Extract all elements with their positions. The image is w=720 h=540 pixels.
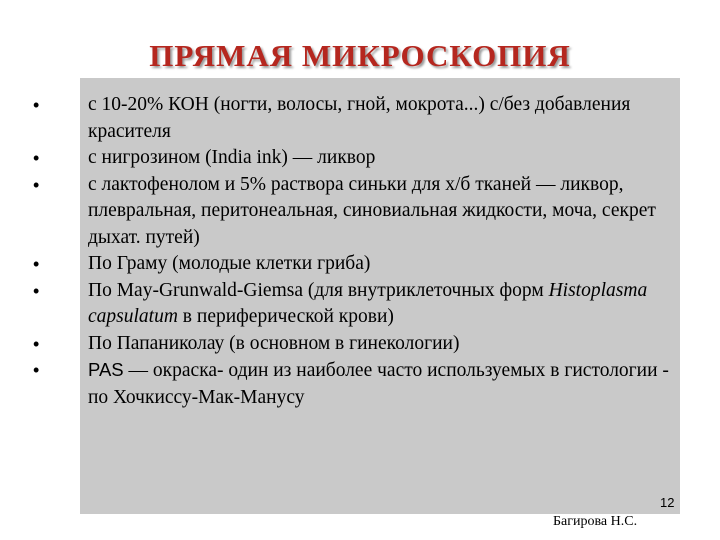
- bullet-icon: •: [33, 95, 40, 115]
- page-number: 12: [660, 495, 675, 510]
- list-item-text: с 10-20% КОН (ногти, волосы, гной, мокрота...) с/без добавления красителя: [88, 94, 631, 142]
- list-item-text-tail: в периферической крови): [177, 306, 394, 327]
- organism-name: Histoplasma capsulatum: [88, 279, 648, 327]
- list-item-text: с лактофенолом и 5% раствора синьки для х/б тканей — ликвор, плевральная, перитонеальная, синовиальная жидкости, моча, секрет дыхат. путей): [88, 173, 656, 248]
- list-item: [0, 172, 720, 252]
- list-item: [0, 278, 720, 331]
- list-item: [0, 92, 720, 145]
- author-name: Багирова Н.С.: [553, 514, 638, 529]
- list-item-text: — окраска- один из наиболее часто используемых в гистологии - по Хочкиссу-Мак-Манусу: [88, 360, 669, 408]
- list-item-text: с нигрозином (India ink) — ликвор: [88, 147, 376, 168]
- bullet-icon: •: [33, 360, 40, 380]
- bullet-icon: •: [33, 280, 40, 301]
- list-item-text: По Граму (молодые клетки гриба): [88, 253, 371, 274]
- list-item: [0, 357, 720, 411]
- list-item-text: По May-Grunwald-Giemsa (для внутриклеточных форм: [88, 279, 549, 301]
- list-item: [0, 331, 720, 358]
- bullet-icon: •: [33, 254, 40, 274]
- bullet-list: [0, 92, 720, 411]
- bullet-icon: •: [33, 148, 40, 168]
- bullet-icon: •: [33, 333, 40, 354]
- list-item: [0, 251, 720, 278]
- slide-title: ПРЯМАЯ МИКРОСКОПИЯ: [149, 38, 571, 73]
- list-item-text: По Папаниколау (в основном в гинекологии): [88, 332, 460, 354]
- bullet-icon: •: [33, 174, 40, 195]
- list-item: [0, 145, 720, 172]
- pas-label: PAS: [88, 359, 124, 380]
